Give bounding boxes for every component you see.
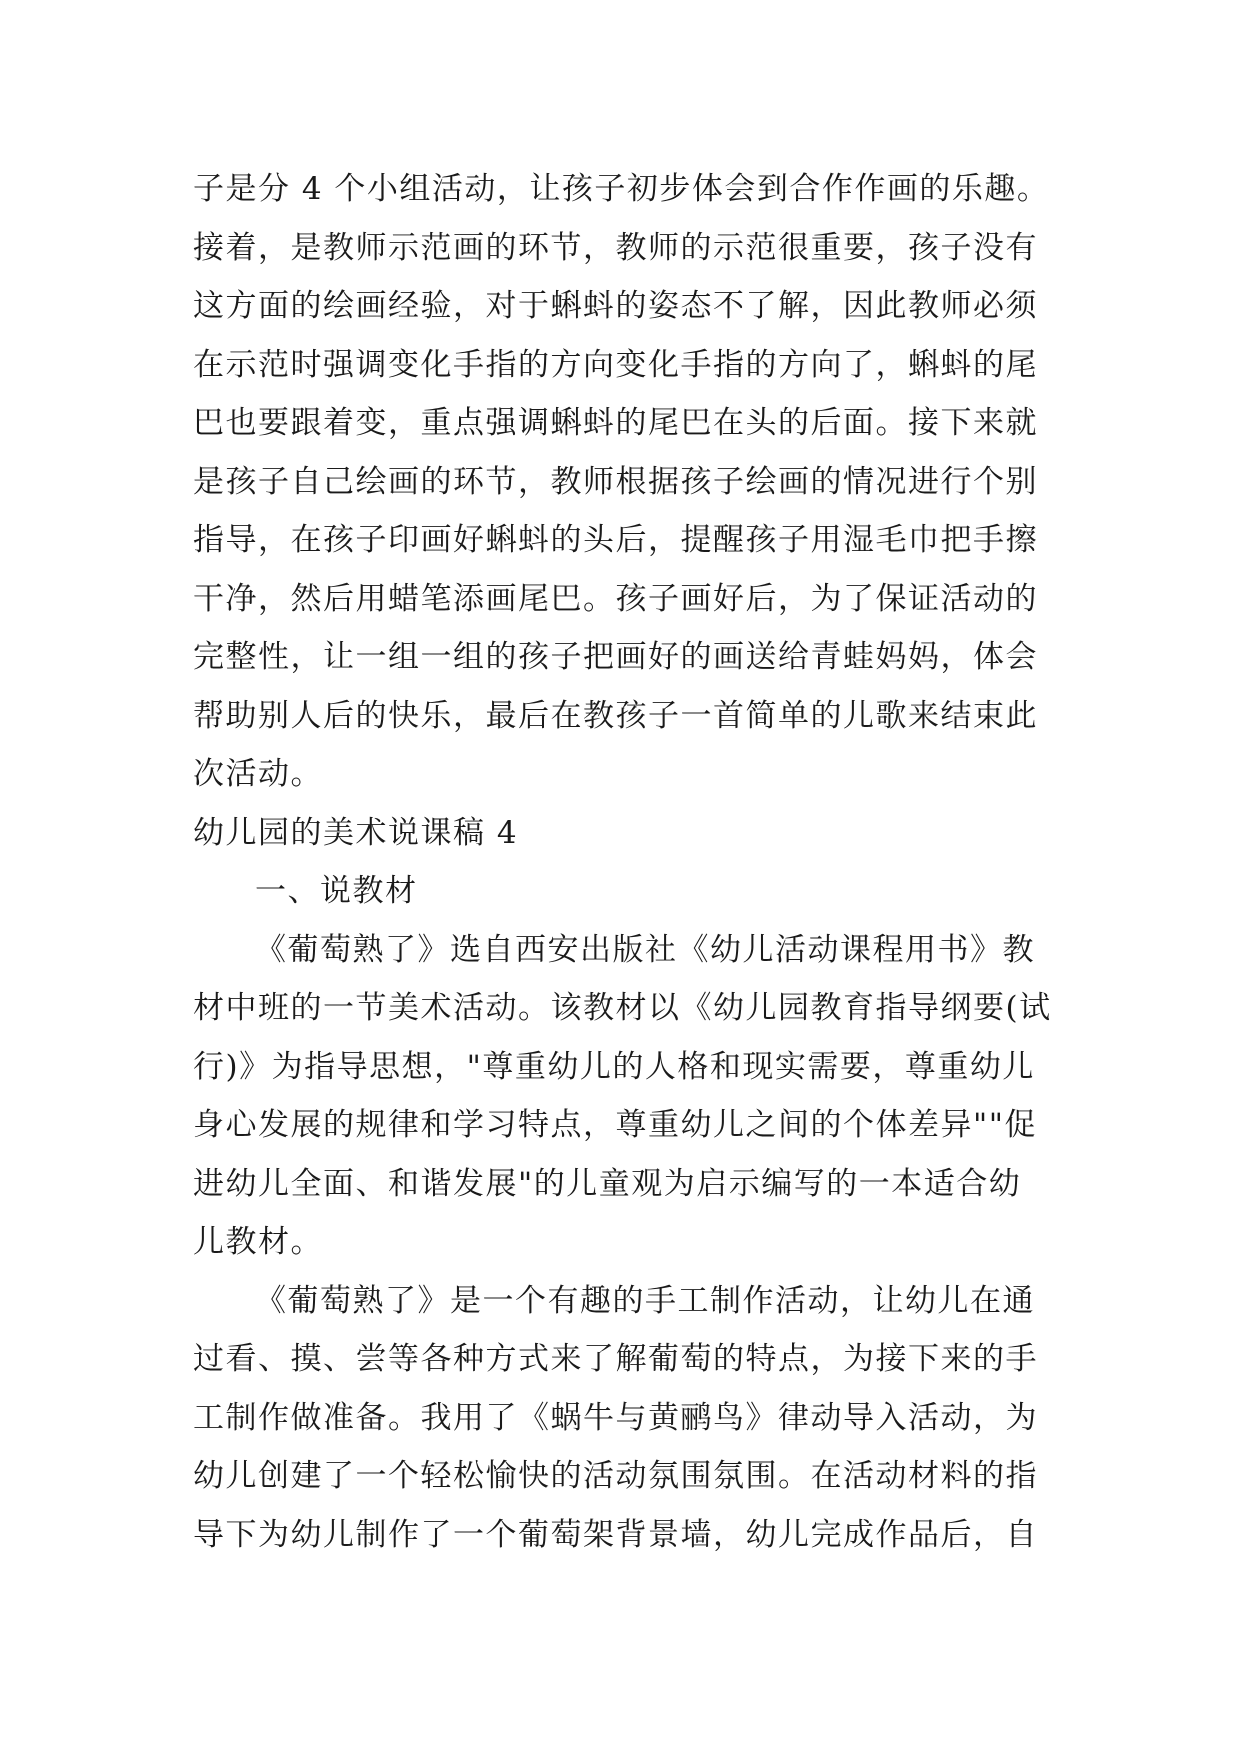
paragraph-start-line: 《葡萄熟了》是一个有趣的手工制作活动，让幼儿在通 xyxy=(255,1282,1035,1319)
text-line: 子是分 4 个小组活动，让孩子初步体会到合作作画的乐趣。 xyxy=(193,171,1050,207)
text-line: 是孩子自己绘画的环节，教师根据孩子绘画的情况进行个别 xyxy=(193,463,1038,500)
text-line: 工制作做准备。我用了《蜗牛与黄鹂鸟》律动导入活动，为 xyxy=(193,1399,1038,1436)
text-line: 指导，在孩子印画好蝌蚪的头后，提醒孩子用湿毛巾把手擦 xyxy=(193,522,1038,558)
text-line: 干净，然后用蜡笔添画尾巴。孩子画好后，为了保证活动的 xyxy=(193,580,1038,617)
paragraph-start-line: 《葡萄熟了》选自西安出版社《幼儿活动课程用书》教 xyxy=(255,931,1035,968)
text-line: 导下为幼儿制作了一个葡萄架背景墙，幼儿完成作品后，自 xyxy=(193,1516,1038,1553)
text-line: 巴也要跟着变，重点强调蝌蚪的尾巴在头的后面。接下来就 xyxy=(193,405,1038,441)
text-line: 过看、摸、尝等各种方式来了解葡萄的特点，为接下来的手 xyxy=(193,1341,1038,1377)
text-line: 行)》为指导思想，"尊重幼儿的人格和现实需要，尊重幼儿 xyxy=(193,1048,1035,1085)
text-line: 接着，是教师示范画的环节，教师的示范很重要，孩子没有 xyxy=(193,229,1038,266)
text-line: 儿教材。 xyxy=(193,1224,323,1260)
body-text xyxy=(193,160,1063,1564)
text-line: 次活动。 xyxy=(193,756,323,792)
text-line: 身心发展的规律和学习特点，尊重幼儿之间的个体差异""促 xyxy=(193,1107,1038,1143)
text-line: 进幼儿全面、和谐发展"的儿童观为启示编写的一本适合幼 xyxy=(193,1165,1022,1202)
text-line: 这方面的绘画经验，对于蝌蚪的姿态不了解，因此教师必须 xyxy=(193,288,1038,324)
section-title: 幼儿园的美术说课稿 4 xyxy=(193,814,519,851)
text-line: 幼儿创建了一个轻松愉快的活动氛围氛围。在活动材料的指 xyxy=(193,1458,1038,1494)
text-line: 完整性，让一组一组的孩子把画好的画送给青蛙妈妈，体会 xyxy=(193,639,1038,675)
text-line: 帮助别人后的快乐，最后在教孩子一首简单的儿歌来结束此 xyxy=(193,697,1038,734)
subsection-heading: 一、说教材 xyxy=(255,873,418,909)
text-line: 材中班的一节美术活动。该教材以《幼儿园教育指导纲要(试 xyxy=(193,990,1052,1026)
text-line: 在示范时强调变化手指的方向变化手指的方向了，蝌蚪的尾 xyxy=(193,346,1038,383)
